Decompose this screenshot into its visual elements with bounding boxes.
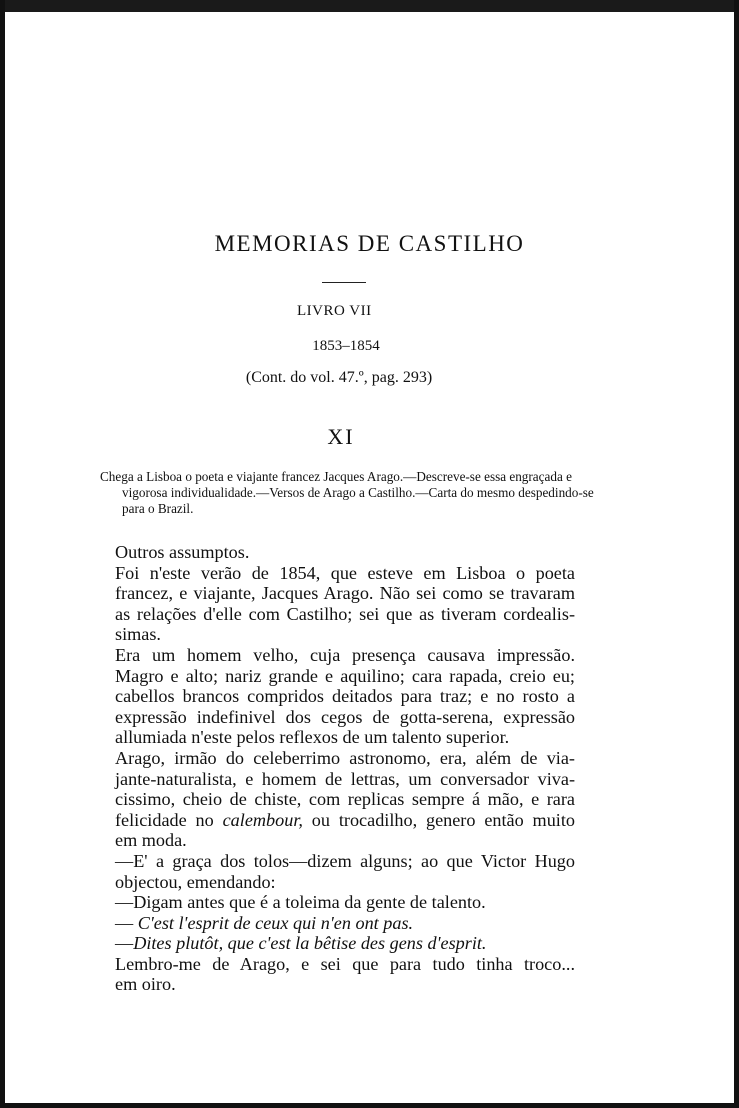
text-line: Outros assumptos. — [115, 542, 250, 562]
book-label: LIVRO VII — [297, 303, 372, 319]
text-line: Lembro-me de Arago, e sei que para tudo tinha troco... — [115, 953, 575, 974]
text-line: —Digam antes que é a toleima da gente de talento. — [115, 892, 486, 913]
text-line: felicidade no calembour, ou trocadilho, genero então muito — [115, 809, 576, 830]
page-title: MEMORIAS DE CASTILHO — [214, 231, 525, 256]
text-line: jante-naturalista, e homem de lettras, um conversador viva- — [115, 768, 575, 789]
continuation-note: (Cont. do vol. 47.º, pag. 293) — [245, 369, 433, 386]
text-line: Arago, irmão do celeberrimo astronomo, era, além de via- — [115, 747, 575, 768]
text-line: —Dites plutôt, que c'est la bêtise des gens d'esprit. — [115, 933, 487, 954]
text-line: allumiada n'este pelos reflexos de um talento superior. — [115, 727, 510, 748]
chapter-summary: Chega a Lisboa o poeta e viajante francez Jacques Arago.—Descreve-se essa engraçada e vigorosa individualidade.—Versos de Arago a Castilho.—Carta do mesmo despedindo-se para o Brazil. — [100, 469, 594, 516]
text-line: objectou, emendando: — [115, 871, 276, 892]
text-line: francez, e viajante, Jacques Arago. Não sei como se travaram — [115, 583, 575, 604]
text-line: Magro e alto; nariz grande e aquilino; cara rapada, creio eu; — [115, 665, 575, 686]
text-line: simas. — [115, 624, 161, 645]
text-line: expressão indefinivel dos cegos de gotta-serena, expressão — [115, 706, 575, 727]
scan-border-bottom — [0, 1103, 739, 1108]
text-line: Era um homem velho, cuja presença causava impressão. — [115, 644, 575, 665]
years-heading: 1853–1854 — [312, 338, 380, 354]
text-line: cabellos brancos compridos deitados para traz; e no rosto a — [115, 686, 575, 707]
text-line: as relações d'elle com Castilho; sei que as tiveram cordealis- — [115, 603, 575, 624]
body-text — [115, 542, 575, 995]
title-divider — [322, 282, 366, 283]
text-line: em oiro. — [115, 974, 176, 995]
book-heading — [0, 303, 680, 320]
scan-border-top — [0, 0, 739, 12]
scan-border-right — [734, 0, 739, 1108]
text-line: —E' a graça dos tolos—dizem alguns; ao que Victor Hugo — [115, 850, 575, 871]
text-line: cissimo, cheio de chiste, com replicas sempre á mão, e rara — [115, 789, 575, 810]
chapter-number: XI — [327, 424, 355, 449]
text-line: em moda. — [115, 830, 187, 851]
scan-border-left — [0, 0, 5, 1108]
italic-word: calembour, — [222, 809, 303, 830]
text-line: — C'est l'esprit de ceux qui n'en ont pas. — [115, 912, 414, 933]
text-line: Foi n'este verão de 1854, que esteve em Lisboa o poeta — [115, 562, 575, 583]
